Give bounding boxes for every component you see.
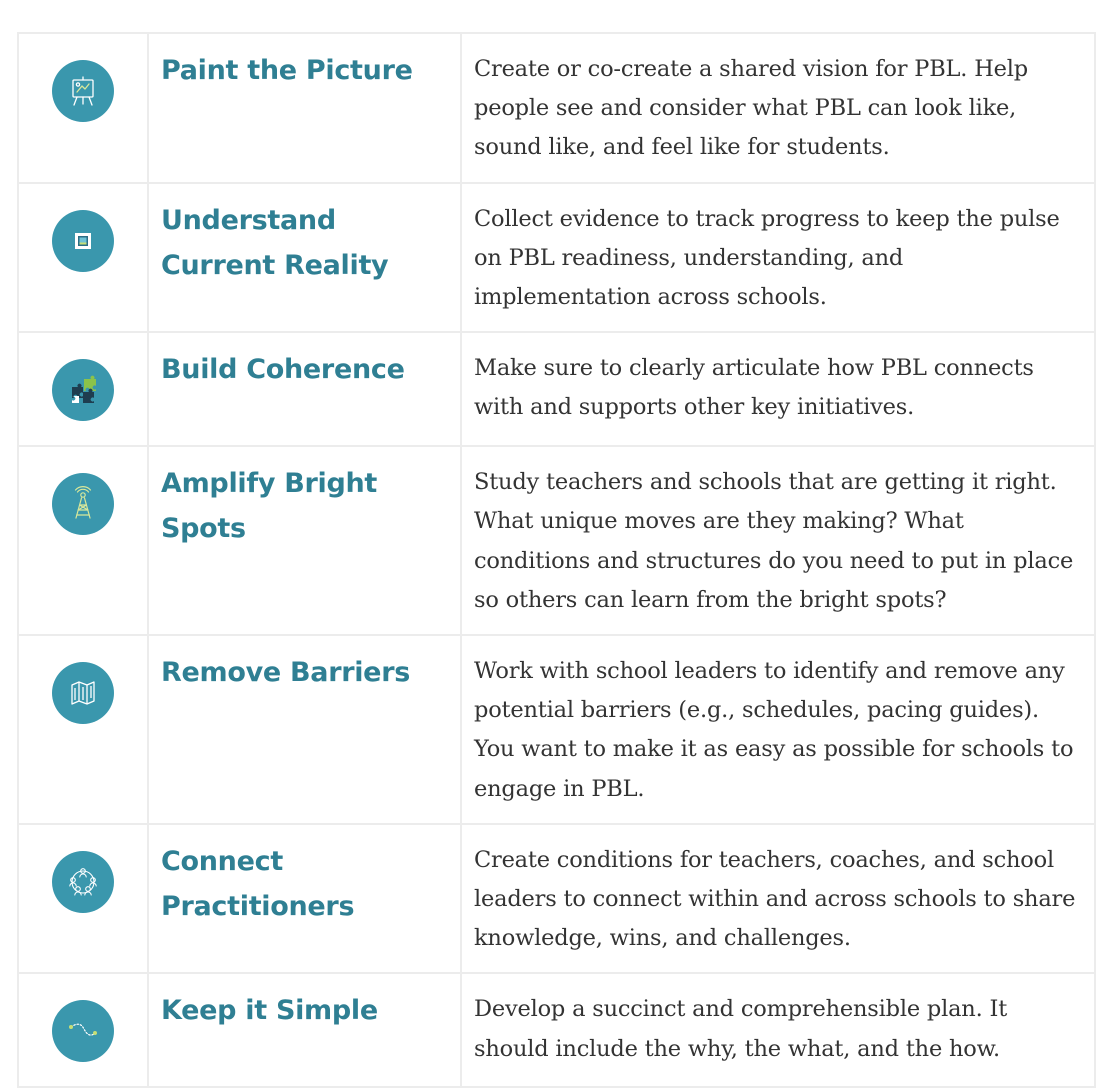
strategy-title: Remove Barriers xyxy=(161,657,410,689)
strategy-title: Understand Current Reality xyxy=(161,204,389,281)
puzzle-pieces-icon xyxy=(52,359,114,421)
description-cell xyxy=(461,973,1095,1087)
strategy-description: Make sure to clearly articulate how PBL connects with and supports other key initiatives. xyxy=(474,355,1034,421)
description-cell xyxy=(461,332,1095,446)
description-cell xyxy=(461,183,1095,333)
table-row xyxy=(18,183,1095,333)
strategy-description: Create or co-create a shared vision for PBL. Help people see and consider what PBL can look like, sound like, and feel like for students. xyxy=(474,56,1028,161)
title-cell xyxy=(148,33,461,183)
strategy-title: Amplify Bright Spots xyxy=(161,468,378,545)
table-row xyxy=(18,635,1095,824)
strategy-description: Create conditions for teachers, coaches, and school leaders to connect within and across schools to share knowledge, wins, and challenges. xyxy=(474,846,1076,952)
icon-cell xyxy=(18,973,148,1087)
strategy-title: Paint the Picture xyxy=(161,55,413,86)
table-row xyxy=(18,973,1095,1087)
title-cell xyxy=(148,824,461,974)
icon-cell xyxy=(18,446,148,635)
strategy-title: Build Coherence xyxy=(161,354,405,386)
icon-cell xyxy=(18,332,148,446)
title-cell xyxy=(148,973,461,1087)
easel-drawing-icon xyxy=(52,60,114,122)
title-cell xyxy=(148,446,461,635)
table-row xyxy=(18,33,1095,183)
strategy-title: Connect Practitioners xyxy=(161,845,355,922)
title-cell xyxy=(148,635,461,824)
table-row xyxy=(18,332,1095,446)
strategies-table xyxy=(17,32,1096,1088)
winding-path-icon xyxy=(52,1000,114,1062)
table-row xyxy=(18,446,1095,635)
icon-cell xyxy=(18,635,148,824)
folded-map-icon xyxy=(52,662,114,724)
people-network-icon xyxy=(52,851,114,913)
description-cell xyxy=(461,635,1095,824)
table-row xyxy=(18,824,1095,974)
description-cell xyxy=(461,33,1095,183)
description-cell xyxy=(461,446,1095,635)
framed-picture-icon xyxy=(52,210,114,272)
strategy-description: Develop a succinct and comprehensible plan. It should include the why, the what, and the how. xyxy=(474,996,1008,1062)
strategy-description: Study teachers and schools that are getting it right. What unique moves are they making? What conditions and structures do you need to put in place so others can learn from the bright spots? xyxy=(474,469,1074,613)
description-cell xyxy=(461,824,1095,974)
title-cell xyxy=(148,332,461,446)
icon-cell xyxy=(18,824,148,974)
title-cell xyxy=(148,183,461,333)
icon-cell xyxy=(18,33,148,183)
icon-cell xyxy=(18,183,148,333)
strategy-description: Work with school leaders to identify and remove any potential barriers (e.g., schedules, pacing guides). You want to make it as easy as possible for schools to engage in PBL. xyxy=(474,658,1074,802)
broadcast-tower-icon xyxy=(52,473,114,535)
strategy-title: Keep it Simple xyxy=(161,995,378,1027)
strategy-description: Collect evidence to track progress to keep the pulse on PBL readiness, understanding, and implementation across schools. xyxy=(474,205,1060,311)
